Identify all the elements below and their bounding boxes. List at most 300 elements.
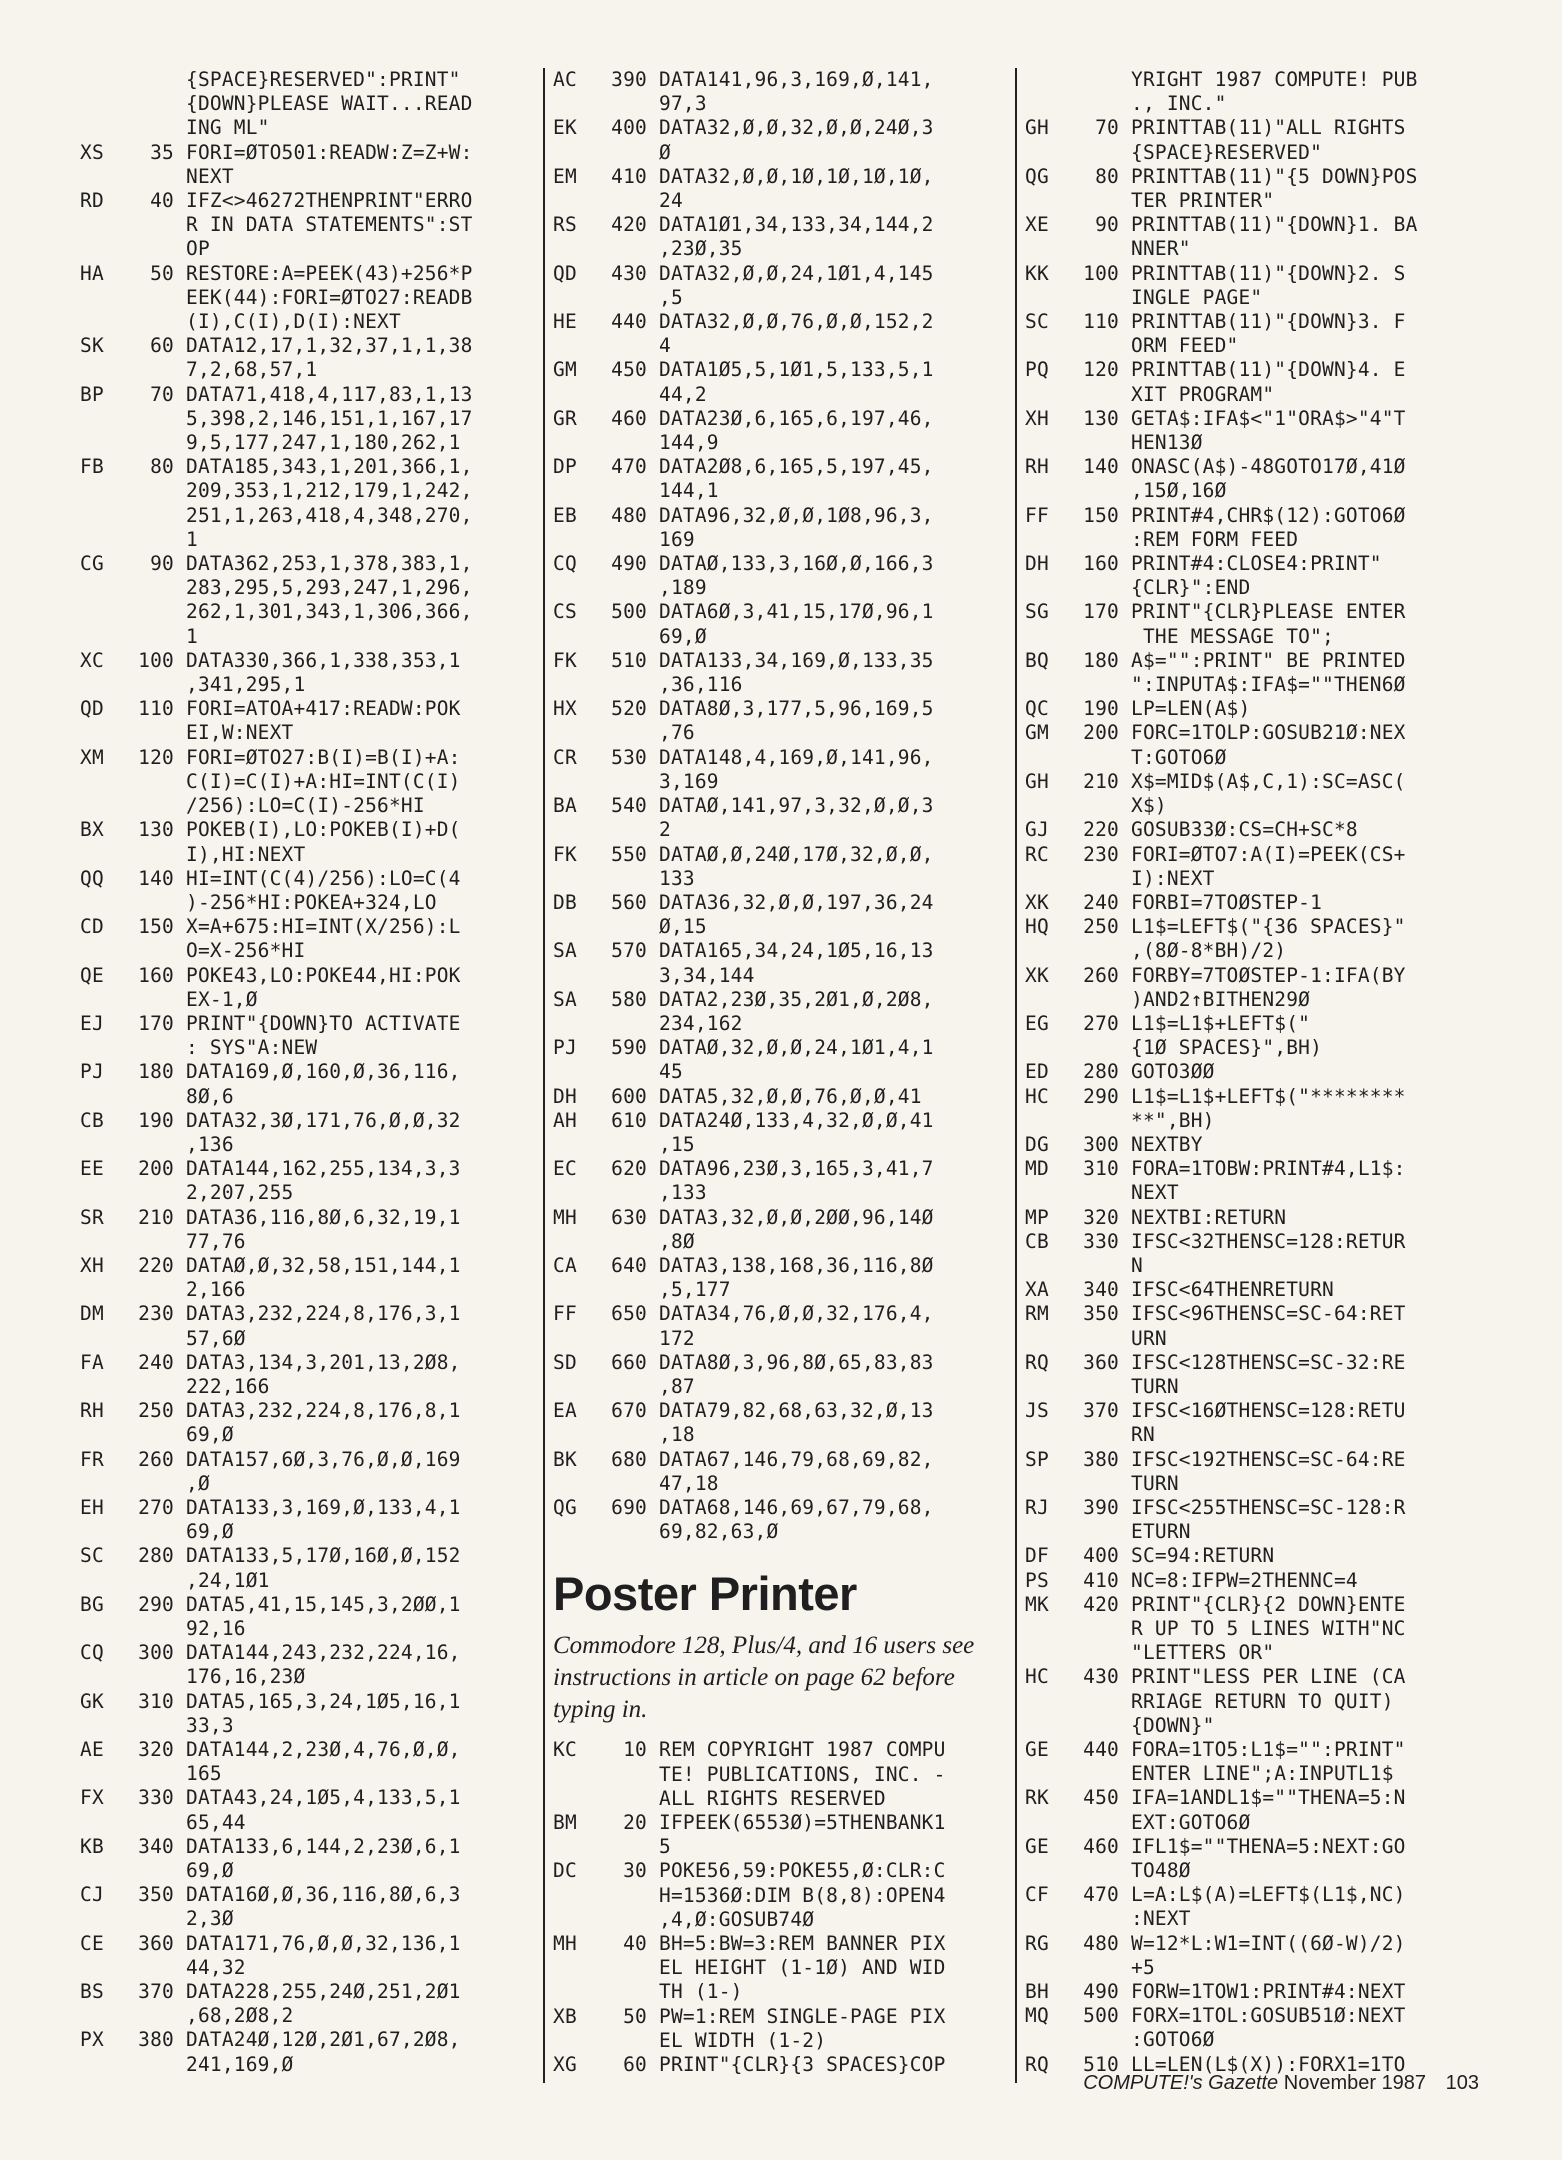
- code-text: PRINTTAB(11)"ALL RIGHTS: [1131, 116, 1406, 140]
- line-number: 20: [623, 1811, 647, 1834]
- line-number: [607, 1375, 647, 1399]
- checksum: [1025, 479, 1079, 503]
- line-number: 80: [150, 455, 174, 479]
- line-number: 650: [611, 1302, 647, 1326]
- code-text: 251,1,263,418,4,348,270,: [186, 503, 473, 527]
- code-line: [1025, 1641, 1485, 1665]
- code-line: [1025, 479, 1485, 503]
- code-text: IFSC<192THENSC=SC-64:RE: [1131, 1447, 1406, 1471]
- code-line: [1025, 1714, 1485, 1738]
- line-number: 330: [138, 1786, 174, 1810]
- checksum: XS: [80, 140, 104, 164]
- code-line: [80, 1786, 540, 1810]
- code-text: 144,9: [659, 431, 719, 455]
- line-number: [1079, 1109, 1119, 1133]
- checksum: [1025, 1617, 1079, 1641]
- code-line: [1025, 286, 1485, 310]
- code-line: [80, 1133, 540, 1157]
- code-line: [1025, 1060, 1485, 1084]
- code-text: 1: [186, 527, 198, 551]
- code-line: [1025, 794, 1485, 818]
- code-line: [1025, 1399, 1485, 1423]
- code-text: 57,6Ø: [186, 1326, 246, 1350]
- checksum: [80, 1859, 134, 1883]
- line-number: 390: [1083, 1495, 1119, 1519]
- line-number: [134, 92, 174, 116]
- code-line: [80, 697, 540, 721]
- checksum: [80, 1181, 134, 1205]
- code-line: [1025, 334, 1485, 358]
- checksum: [80, 310, 134, 334]
- line-number: 430: [611, 261, 647, 285]
- code-line: [553, 1278, 1013, 1302]
- code-line: [80, 1036, 540, 1060]
- code-text: 9,5,177,247,1,180,262,1: [186, 431, 461, 455]
- line-number: 350: [138, 1883, 174, 1907]
- code-text: DATA157,6Ø,3,76,Ø,Ø,169: [186, 1447, 461, 1471]
- checksum: [1025, 2028, 1079, 2052]
- code-line: [80, 576, 540, 600]
- issue-date: November 1987: [1283, 2072, 1427, 2094]
- checksum: EB: [553, 503, 577, 527]
- checksum: [553, 1520, 607, 1544]
- checksum: [553, 1012, 607, 1036]
- checksum: [553, 334, 607, 358]
- code-text: ALL RIGHTS RESERVED: [659, 1786, 886, 1810]
- code-line: [1025, 939, 1485, 963]
- checksum: GH: [1025, 116, 1049, 140]
- checksum: [1025, 431, 1079, 455]
- line-number: [1079, 988, 1119, 1012]
- code-text: DATA1Ø5,5,1Ø1,5,133,5,1: [659, 358, 934, 382]
- code-text: TE! PUBLICATIONS, INC. -: [659, 1762, 946, 1786]
- code-line: [553, 625, 1013, 649]
- code-text: ING ML": [186, 116, 270, 140]
- line-number: [607, 1230, 647, 1254]
- checksum: [80, 1375, 134, 1399]
- code-line: [80, 1980, 540, 2004]
- code-line: [80, 964, 540, 988]
- code-text: 8Ø,6: [186, 1084, 234, 1108]
- checksum: KB: [80, 1834, 104, 1858]
- code-line: [1025, 1786, 1485, 1810]
- checksum: DH: [1025, 552, 1049, 576]
- code-line: [553, 1181, 1013, 1205]
- code-text: HI=INT(C(4)/256):LO=C(4: [186, 866, 461, 890]
- code-text: 92,16: [186, 1617, 246, 1640]
- code-line: [1025, 1665, 1485, 1689]
- line-number: [1079, 1520, 1119, 1544]
- code-line: [1025, 843, 1485, 867]
- code-line: [80, 2053, 540, 2077]
- checksum: BP: [80, 382, 104, 406]
- code-text: DATA96,23Ø,3,165,3,41,7: [659, 1157, 934, 1181]
- code-text: DATA24Ø,133,4,32,Ø,Ø,41: [659, 1108, 934, 1132]
- line-number: 220: [138, 1253, 174, 1277]
- code-text: DATA133,6,144,2,23Ø,6,1: [186, 1834, 461, 1858]
- code-text: DATA330,366,1,338,353,1: [186, 648, 461, 672]
- code-line: [80, 1157, 540, 1181]
- code-text: 65,44: [186, 1810, 246, 1834]
- code-line: [553, 794, 1013, 818]
- code-line: [553, 528, 1013, 552]
- code-text: L=A:L$(A)=LEFT$(L1$,NC): [1131, 1883, 1406, 1907]
- code-text: :NEXT: [1131, 1907, 1191, 1931]
- checksum: EE: [80, 1157, 104, 1181]
- line-number: [1079, 528, 1119, 552]
- line-number: 210: [1083, 769, 1119, 793]
- code-line: [553, 1763, 1013, 1787]
- code-line: [1025, 455, 1485, 479]
- code-line: [1025, 625, 1485, 649]
- line-number: [1079, 1423, 1119, 1447]
- code-line: [80, 92, 540, 116]
- line-number: 100: [138, 648, 174, 672]
- code-line: [1025, 891, 1485, 915]
- checksum: QE: [80, 963, 104, 987]
- code-text: URN: [1131, 1326, 1167, 1350]
- checksum: [80, 528, 134, 552]
- line-number: 360: [138, 1931, 174, 1955]
- line-number: [607, 1472, 647, 1496]
- line-number: [607, 2029, 647, 2053]
- line-number: [1079, 1641, 1119, 1665]
- code-line: [553, 867, 1013, 891]
- code-text: 33,3: [186, 1713, 234, 1737]
- checksum: [553, 237, 607, 261]
- code-text: GOSUB33Ø:CS=CH+SC*8: [1131, 818, 1358, 842]
- code-text: 2,3Ø: [186, 1907, 234, 1931]
- checksum: FA: [80, 1350, 104, 1374]
- code-line: [80, 1012, 540, 1036]
- line-number: 460: [611, 406, 647, 430]
- line-number: 260: [138, 1447, 174, 1471]
- code-text: O=X-256*HI: [186, 939, 306, 963]
- checksum: RH: [1025, 455, 1049, 479]
- checksum: [1025, 1036, 1079, 1060]
- code-text: XIT PROGRAM": [1131, 382, 1275, 406]
- checksum: [553, 770, 607, 794]
- code-text: POKE56,59:POKE55,Ø:CLR:C: [659, 1859, 946, 1883]
- code-text: POKEB(I),LO:POKEB(I)+D(: [186, 818, 461, 842]
- checksum: SG: [1025, 600, 1049, 624]
- code-line: [1025, 431, 1485, 455]
- code-line: [553, 213, 1013, 237]
- code-line: [553, 116, 1013, 140]
- checksum: [1025, 1520, 1079, 1544]
- line-number: 150: [1083, 503, 1119, 527]
- checksum: [80, 843, 134, 867]
- line-number: 130: [1083, 406, 1119, 430]
- code-text: TURN: [1131, 1471, 1179, 1495]
- line-number: 420: [1083, 1592, 1119, 1616]
- checksum: [80, 1133, 134, 1157]
- line-number: [134, 1859, 174, 1883]
- line-number: [1079, 746, 1119, 770]
- checksum: [553, 479, 607, 503]
- code-text: W=12*L:W1=INT((6Ø-W)/2): [1131, 1931, 1406, 1955]
- code-line: [553, 286, 1013, 310]
- code-line: [1025, 1012, 1485, 1036]
- code-text: TO48Ø: [1131, 1859, 1191, 1883]
- code-text: ,4,Ø:GOSUB74Ø: [659, 1907, 815, 1931]
- checksum: [1025, 1859, 1079, 1883]
- code-text: ., INC.": [1131, 92, 1227, 116]
- line-number: 500: [1083, 2004, 1119, 2028]
- code-line: [80, 1714, 540, 1738]
- checksum: MK: [1025, 1592, 1049, 1616]
- code-line: [1025, 1472, 1485, 1496]
- checksum: HQ: [1025, 915, 1049, 939]
- checksum: XG: [553, 2053, 577, 2077]
- checksum: [553, 189, 607, 213]
- checksum: [80, 2004, 134, 2028]
- code-line: [553, 1423, 1013, 1447]
- line-number: [134, 213, 174, 237]
- line-number: 630: [611, 1205, 647, 1229]
- line-number: 190: [138, 1108, 174, 1132]
- code-text: PRINT"LESS PER LINE (CA: [1131, 1665, 1406, 1689]
- line-number: [134, 1375, 174, 1399]
- line-number: [134, 721, 174, 745]
- code-line: [80, 1835, 540, 1859]
- code-line: [553, 479, 1013, 503]
- checksum: RS: [553, 213, 577, 237]
- code-text: DATA6Ø,3,41,15,17Ø,96,1: [659, 600, 934, 624]
- line-number: 570: [611, 939, 647, 963]
- line-number: 90: [1095, 213, 1119, 237]
- checksum: [553, 286, 607, 310]
- checksum: [80, 68, 134, 92]
- checksum: GE: [1025, 1834, 1049, 1858]
- code-text: EI,W:NEXT: [186, 721, 294, 745]
- line-number: 270: [138, 1495, 174, 1519]
- line-number: 310: [138, 1689, 174, 1713]
- code-text: FORI=ØTO7:A(I)=PEEK(CS+: [1131, 842, 1406, 866]
- line-number: [134, 1230, 174, 1254]
- code-text: Ø: [659, 140, 671, 164]
- code-line: [80, 1060, 540, 1084]
- code-text: FORI=ATOA+417:READW:POK: [186, 697, 461, 721]
- checksum: [80, 770, 134, 794]
- code-text: 77,76: [186, 1229, 246, 1253]
- code-line: [1025, 1085, 1485, 1109]
- line-number: 210: [138, 1205, 174, 1229]
- line-number: [1079, 286, 1119, 310]
- line-number: 670: [611, 1399, 647, 1423]
- code-text: ONASC(A$)-48GOTO17Ø,41Ø: [1131, 455, 1406, 479]
- checksum: [1025, 1690, 1079, 1714]
- code-text: L1$=L1$+LEFT$("********: [1131, 1084, 1406, 1108]
- line-number: [1079, 1956, 1119, 1980]
- code-text: {SPACE}RESERVED": [1131, 140, 1323, 164]
- line-number: 150: [138, 915, 174, 939]
- code-text: DATA32,Ø,Ø,24,1Ø1,4,145: [659, 261, 934, 285]
- checksum: GM: [553, 358, 577, 382]
- code-line: [553, 552, 1013, 576]
- line-number: [607, 1060, 647, 1084]
- code-text: DATA36,32,Ø,Ø,197,36,24: [659, 890, 934, 914]
- checksum: KC: [553, 1738, 577, 1762]
- code-text: DATA8Ø,3,96,8Ø,65,83,83: [659, 1350, 934, 1374]
- code-text: 2,207,255: [186, 1181, 294, 1205]
- checksum: [553, 1375, 607, 1399]
- line-number: 330: [1083, 1229, 1119, 1253]
- checksum: QG: [553, 1495, 577, 1519]
- checksum: CF: [1025, 1883, 1049, 1907]
- line-number: [1079, 1036, 1119, 1060]
- code-text: 222,166: [186, 1374, 270, 1398]
- line-number: [607, 479, 647, 503]
- checksum: RD: [80, 189, 104, 213]
- checksum: [1025, 1956, 1079, 1980]
- code-text: PRINTTAB(11)"{5 DOWN}POS: [1131, 164, 1418, 188]
- code-line: [1025, 1569, 1485, 1593]
- code-line: [553, 455, 1013, 479]
- code-text: EL WIDTH (1-2): [659, 2028, 827, 2052]
- line-number: [134, 1714, 174, 1738]
- line-number: [134, 843, 174, 867]
- code-line: [553, 673, 1013, 697]
- code-line: [1025, 141, 1485, 165]
- code-text: DATA32,Ø,Ø,76,Ø,Ø,152,2: [659, 310, 934, 334]
- checksum: HA: [80, 261, 104, 285]
- code-line: [1025, 1980, 1485, 2004]
- code-text: (I),C(I),D(I):NEXT: [186, 310, 401, 334]
- checksum: [553, 867, 607, 891]
- code-text: PRINT"{CLR}{3 SPACES}COP: [659, 2053, 946, 2077]
- code-line: [1025, 1157, 1485, 1181]
- code-text: L1$=L1$+LEFT$(": [1131, 1011, 1311, 1035]
- checksum: EC: [553, 1157, 577, 1181]
- code-line: [80, 116, 540, 140]
- code-text: SC=94:RETURN: [1131, 1544, 1275, 1568]
- line-number: [607, 576, 647, 600]
- code-line: [553, 1472, 1013, 1496]
- code-text: ,341,295,1: [186, 673, 306, 697]
- checksum: [1025, 939, 1079, 963]
- code-text: DATA5,32,Ø,Ø,76,Ø,Ø,41: [659, 1084, 922, 1108]
- line-number: [134, 1133, 174, 1157]
- code-line: [553, 262, 1013, 286]
- code-text: GETA$:IFA$<"1"ORA$>"4"T: [1131, 406, 1406, 430]
- code-line: [80, 237, 540, 261]
- code-line: [80, 818, 540, 842]
- checksum: AH: [553, 1108, 577, 1132]
- code-line: [80, 2004, 540, 2028]
- code-text: PRINT#4,CHR$(12):GOTO6Ø: [1131, 503, 1406, 527]
- code-line: [1025, 1859, 1485, 1883]
- code-line: [80, 1423, 540, 1447]
- checksum: [80, 92, 134, 116]
- code-text: DATA148,4,169,Ø,141,96,: [659, 745, 934, 769]
- line-number: [1079, 1690, 1119, 1714]
- code-text: N: [1131, 1253, 1143, 1277]
- code-line: [80, 1641, 540, 1665]
- checksum: [80, 165, 134, 189]
- code-line: [1025, 407, 1485, 431]
- code-line: [553, 504, 1013, 528]
- checksum: [553, 1230, 607, 1254]
- code-line: [1025, 237, 1485, 261]
- code-text: DATAØ,Ø,32,58,151,144,1: [186, 1253, 461, 1277]
- code-text: ,189: [659, 576, 707, 600]
- code-text: NEXT: [186, 164, 234, 188]
- code-line: [80, 625, 540, 649]
- code-text: FORA=1TOBW:PRINT#4,L1$:: [1131, 1157, 1406, 1181]
- code-text: PRINTTAB(11)"{DOWN}1. BA: [1131, 213, 1418, 237]
- code-text: DATA3,138,168,36,116,8Ø: [659, 1253, 934, 1277]
- code-text: ,8Ø: [659, 1229, 695, 1253]
- code-line: [553, 1956, 1013, 1980]
- line-number: 480: [611, 503, 647, 527]
- checksum: BX: [80, 818, 104, 842]
- line-number: [134, 1327, 174, 1351]
- code-line: [553, 1036, 1013, 1060]
- line-number: 50: [623, 2004, 647, 2028]
- code-text: DATA1Ø1,34,133,34,144,2: [659, 213, 934, 237]
- code-line: [80, 1206, 540, 1230]
- line-number: [607, 286, 647, 310]
- code-text: IFL1$=""THENA=5:NEXT:GO: [1131, 1834, 1406, 1858]
- checksum: [1025, 237, 1079, 261]
- code-text: NC=8:IFPW=2THENNC=4: [1131, 1568, 1358, 1592]
- checksum: [80, 407, 134, 431]
- line-number: 420: [611, 213, 647, 237]
- checksum: BM: [553, 1811, 577, 1834]
- code-text: IFZ<>46272THENPRINT"ERRO: [186, 189, 473, 213]
- code-line: [1025, 1133, 1485, 1157]
- line-number: 170: [1083, 600, 1119, 624]
- checksum: [80, 1472, 134, 1496]
- line-number: [134, 1085, 174, 1109]
- line-number: 250: [138, 1399, 174, 1423]
- checksum: [1025, 1423, 1079, 1447]
- code-text: DATA144,162,255,134,3,3: [186, 1157, 461, 1181]
- checksum: XC: [80, 648, 104, 672]
- line-number: [134, 1278, 174, 1302]
- line-number: 530: [611, 745, 647, 769]
- code-text: NEXTBI:RETURN: [1131, 1205, 1287, 1229]
- code-text: 4: [659, 334, 671, 358]
- checksum: DF: [1025, 1544, 1049, 1568]
- code-text: DATA362,253,1,378,383,1,: [186, 552, 473, 576]
- line-number: 610: [611, 1108, 647, 1132]
- checksum: ED: [1025, 1060, 1049, 1084]
- code-text: DATA32,Ø,Ø,1Ø,1Ø,1Ø,1Ø,: [659, 164, 934, 188]
- checksum: [80, 1423, 134, 1447]
- code-text: 7,2,68,57,1: [186, 358, 318, 382]
- code-line: [553, 770, 1013, 794]
- code-text: DATA133,34,169,Ø,133,35: [659, 648, 934, 672]
- code-line: [1025, 1351, 1485, 1375]
- checksum: HE: [553, 310, 577, 334]
- code-line: [80, 867, 540, 891]
- checksum: XH: [80, 1253, 104, 1277]
- article-title: Poster Printer: [553, 1567, 857, 1621]
- code-text: 3,34,144: [659, 963, 755, 987]
- line-number: 660: [611, 1350, 647, 1374]
- code-line: [80, 358, 540, 382]
- checksum: GJ: [1025, 818, 1049, 842]
- code-text: DATAØ,141,97,3,32,Ø,Ø,3: [659, 794, 934, 818]
- line-number: [607, 1908, 647, 1932]
- line-number: 220: [1083, 818, 1119, 842]
- checksum: CQ: [80, 1641, 104, 1665]
- line-number: 110: [138, 697, 174, 721]
- code-line: [553, 1060, 1013, 1084]
- line-number: [134, 794, 174, 818]
